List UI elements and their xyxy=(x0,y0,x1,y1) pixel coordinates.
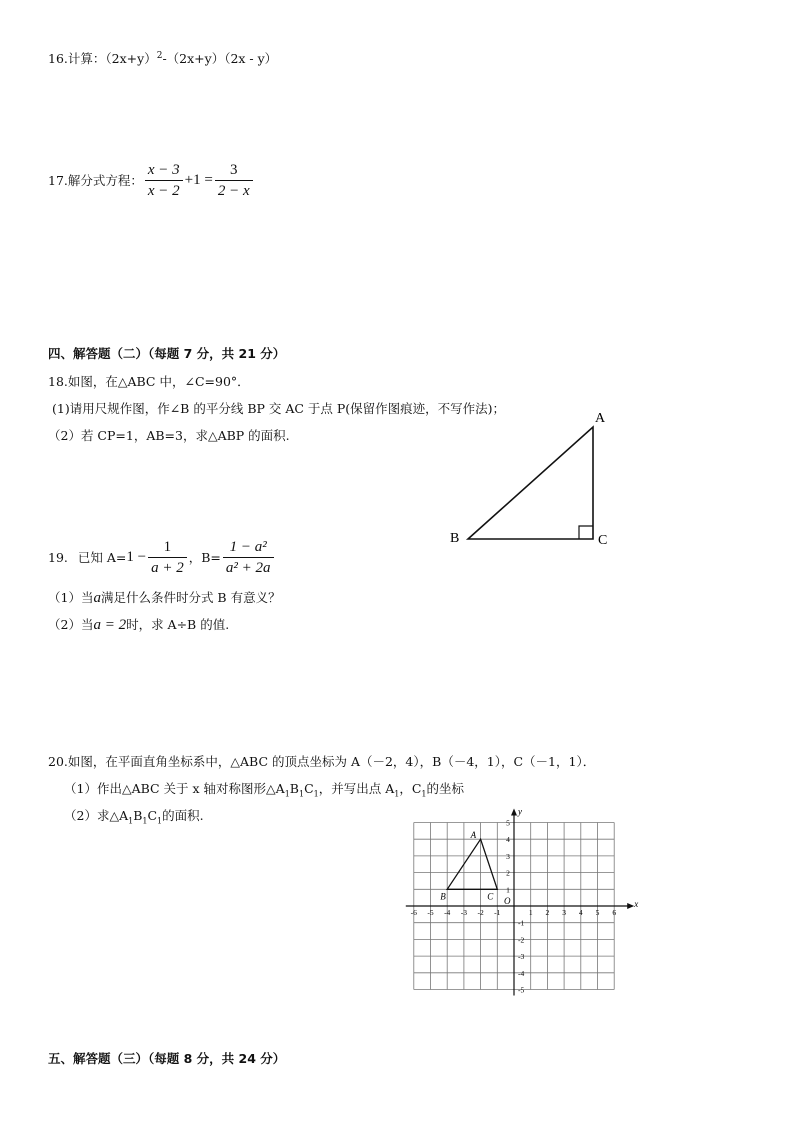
q20-line3-c-letter: C xyxy=(147,808,158,823)
y-tick-label: 2 xyxy=(506,868,510,878)
x-tick-label: -3 xyxy=(460,908,468,917)
q20-line3-sub-a: 1 xyxy=(128,816,134,826)
q18-line-3: （2）若 CP=1，AB=3，求△ABP 的面积. xyxy=(48,428,290,443)
q20-line-3 xyxy=(64,806,204,826)
coordinate-grid-figure xyxy=(396,800,639,996)
x-tick-label: 1 xyxy=(528,908,533,917)
q17-lhs-numerator: x − 3 xyxy=(145,161,183,181)
vertex-c-label: C xyxy=(598,533,608,548)
y-tick-label: -1 xyxy=(518,918,525,928)
q19-a-one: 1 − xyxy=(126,548,147,565)
q20-sub-a2: 1 xyxy=(394,789,400,799)
q19-part-2-math: a = 2 xyxy=(93,617,127,633)
q18-line-1: 18.如图，在△ABC 中，∠C=90°． xyxy=(48,374,250,389)
q20-line-3-pre: （2）求△A xyxy=(64,808,129,823)
y-tick-label: -3 xyxy=(518,952,525,962)
question-19 xyxy=(48,535,276,579)
q19-b-label: ，B= xyxy=(188,550,221,565)
y-tick-label: 1 xyxy=(506,885,510,895)
x-tick-label: -6 xyxy=(410,908,417,917)
q20-line-2-post: 的坐标 xyxy=(426,781,465,796)
x-tick-label: -1 xyxy=(494,908,501,917)
q19-part-1 xyxy=(48,588,281,607)
y-tick-label: 4 xyxy=(506,835,510,845)
x-axis-label: x xyxy=(634,899,639,909)
q17-lhs-fraction xyxy=(145,161,183,200)
q20-line3-sub-b: 1 xyxy=(142,816,148,826)
q20-line-2-mid: ，并写出点 A xyxy=(318,781,395,796)
q19-part-1-pre: （1）当 xyxy=(48,590,94,605)
x-tick-label: -2 xyxy=(477,908,484,917)
q19-a-fraction xyxy=(148,538,187,577)
y-tick-label: -5 xyxy=(518,985,525,995)
q20-sub-b: 1 xyxy=(298,789,305,799)
q17-rhs-fraction xyxy=(215,161,253,200)
q17-rhs-denominator: 2 − x xyxy=(217,182,250,199)
q19-part-2-post: 时，求 A÷B 的值. xyxy=(126,617,230,632)
q16-number: 16. xyxy=(48,51,68,66)
section-5-heading: 五、解答题（三）（每题 8 分，共 24 分） xyxy=(48,1051,286,1066)
q19-a-denominator: a + 2 xyxy=(151,559,184,576)
q19-part-1-post: 满足什么条件时分式 B 有意义？ xyxy=(100,590,281,605)
q19-a-numerator: 1 xyxy=(148,538,187,558)
q20-line-3-post: 的面积. xyxy=(162,808,204,823)
x-tick-label: -5 xyxy=(427,908,434,917)
q20-b-letter: B xyxy=(289,781,299,796)
q20-line-1: 20.如图，在平面直角坐标系中，△ABC 的顶点坐标为 A（－2，4），B（－4，1），C（－1，1）． xyxy=(48,754,596,769)
x-tick-label: 2 xyxy=(545,908,550,917)
q17-plus-one: +1 = xyxy=(184,171,213,188)
q20-c-letter: C xyxy=(304,781,314,796)
x-tick-label: 4 xyxy=(578,908,583,917)
question-17 xyxy=(48,158,255,202)
y-tick-label: -4 xyxy=(518,968,525,978)
q16-expr-a: （2x+y） xyxy=(105,51,157,66)
q18-triangle-figure xyxy=(440,400,620,550)
x-tick-label: 5 xyxy=(595,908,600,917)
triangle-abc xyxy=(447,839,497,889)
q16-exponent: 2 xyxy=(156,50,163,61)
y-tick-label: 3 xyxy=(506,851,510,861)
q20-line3-b-letter: B xyxy=(133,808,143,823)
section-4-heading: 四、解答题（二）（每题 7 分，共 21 分） xyxy=(48,346,286,361)
q20-line-2-pre: （1）作出△ABC 关于 x 轴对称图形△A xyxy=(64,781,285,796)
q16-expr-b: -（2x+y）（2x - y） xyxy=(162,51,278,66)
q19-b-numerator: 1 − a² xyxy=(223,538,274,558)
y-axis-label: y xyxy=(518,806,522,817)
question-16 xyxy=(48,49,277,67)
y-axis-arrow-icon xyxy=(511,809,517,816)
q18-line-2: (1)请用尺规作图，作∠B 的平分线 BP 交 AC 于点 P(保留作图痕迹，不写作法)； xyxy=(52,401,506,416)
q20-line-2-mid2: ，C xyxy=(399,781,422,796)
point-c-label: C xyxy=(487,891,494,902)
q19-part-2-pre: （2）当 xyxy=(48,617,94,632)
vertex-a-label: A xyxy=(595,411,606,426)
q20-line-2 xyxy=(64,779,464,799)
q20-sub-a: 1 xyxy=(284,789,290,799)
q20-line3-sub-c: 1 xyxy=(157,816,163,826)
q20-sub-c: 1 xyxy=(313,789,319,799)
q19-b-fraction xyxy=(223,538,274,577)
q16-label: 计算： xyxy=(67,51,106,66)
q17-lhs-denominator: x − 2 xyxy=(147,182,180,199)
q17-rhs-numerator: 3 xyxy=(215,161,253,181)
right-angle-mark xyxy=(579,526,593,539)
q19-part-1-var: a xyxy=(93,590,101,606)
q17-label: 17.解分式方程： xyxy=(48,173,143,188)
q19-b-denominator: a² + 2a xyxy=(225,559,271,576)
point-a-label: A xyxy=(470,830,477,841)
x-tick-label: -4 xyxy=(444,908,451,917)
point-b-label: B xyxy=(440,891,446,902)
q19-part-2 xyxy=(48,615,229,634)
q19-intro: 已知 A= xyxy=(77,550,127,565)
y-tick-label: -2 xyxy=(518,935,525,945)
vertex-b-label: B xyxy=(450,531,460,546)
x-tick-label: 6 xyxy=(612,908,617,917)
q19-number: 19. xyxy=(48,549,68,565)
y-tick-label: 5 xyxy=(506,818,510,828)
x-tick-label: 3 xyxy=(562,908,566,917)
x-axis-arrow-icon xyxy=(627,903,634,909)
q20-sub-c2: 1 xyxy=(421,789,427,799)
origin-label: O xyxy=(504,896,511,906)
triangle-abc xyxy=(468,427,593,539)
